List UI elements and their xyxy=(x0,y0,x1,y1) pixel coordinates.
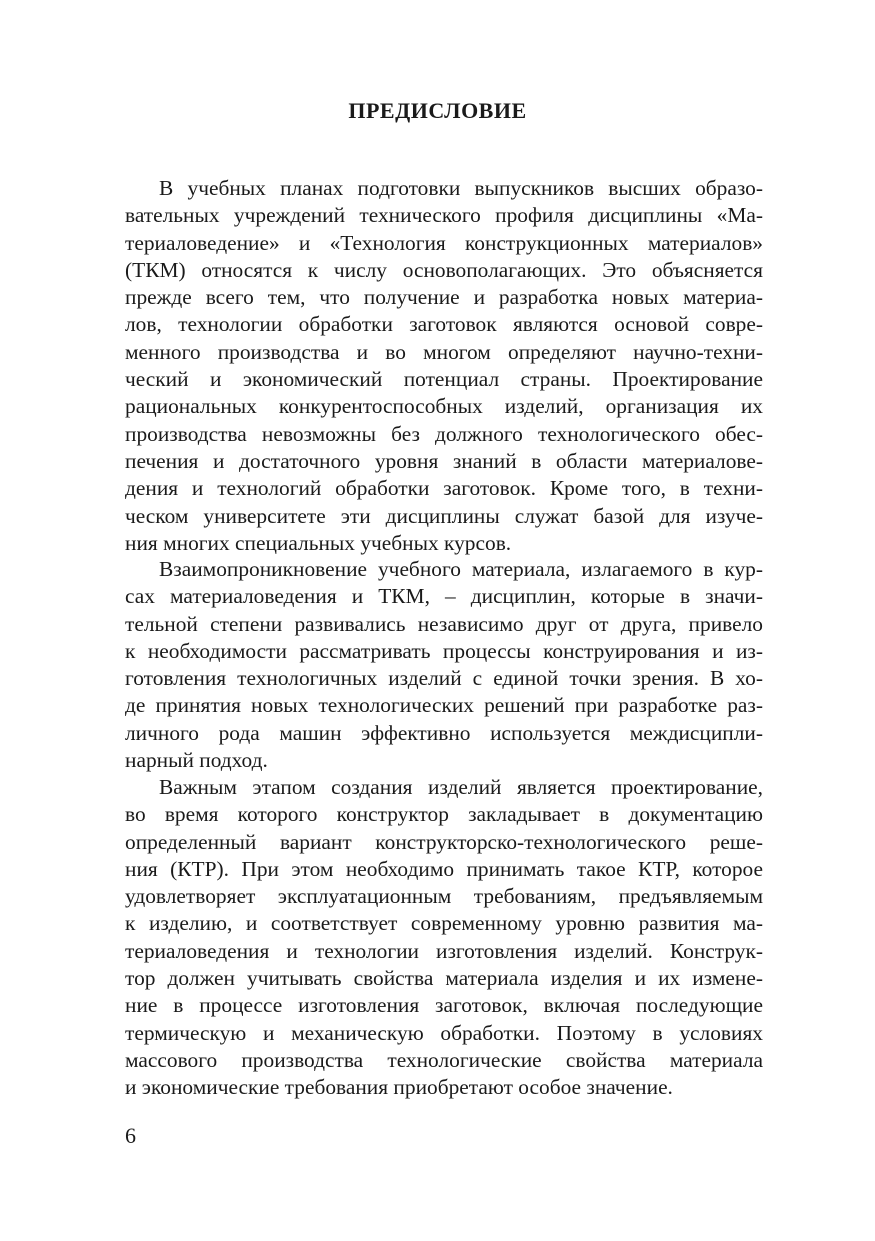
text-line: к необходимости рассматривать процессы конструирования и из- xyxy=(125,638,763,663)
text-line: менного производства и во многом определяют научно-техни- xyxy=(125,339,763,364)
page-title: ПРЕДИСЛОВИЕ xyxy=(348,98,527,123)
text-line: вательных учреждений технического профиля дисциплины «Ма- xyxy=(125,203,763,228)
text-line: (ТКМ) относятся к числу основополагающих. Это объясняется xyxy=(125,257,763,282)
text-line: и экономические требования приобретают особое значение. xyxy=(125,1075,673,1100)
paragraph-2 xyxy=(125,556,763,774)
text-line: сах материаловедения и ТКМ, – дисциплин, которые в значи- xyxy=(125,584,763,609)
text-line: Взаимопроникновение учебного материала, излагаемого в кур- xyxy=(159,557,763,581)
text-line: печения и достаточного уровня знаний в области материалове- xyxy=(125,448,763,473)
text-line: массового производства технологические свойства материала xyxy=(125,1047,763,1072)
text-line: ческом университете эти дисциплины служат базой для изуче- xyxy=(125,503,763,528)
text-line: лов, технологии обработки заготовок являются основой совре- xyxy=(125,312,763,337)
text-line: ния многих специальных учебных курсов. xyxy=(125,530,512,555)
text-line: во время которого конструктор закладывает в документацию xyxy=(125,802,763,827)
text-line: производства невозможны без должного технологического обес- xyxy=(125,421,763,446)
paragraph-3 xyxy=(125,774,763,1102)
text-line: к изделию, и соответствует современному уровню развития ма- xyxy=(125,911,763,936)
text-line: териаловедение» и «Технология конструкционных материалов» xyxy=(125,230,763,255)
text-line: де принятия новых технологических решений при разработке раз- xyxy=(125,693,763,718)
text-line: тор должен учитывать свойства материала изделия и их измене- xyxy=(125,966,763,991)
text-line: ческий и экономический потенциал страны. Проектирование xyxy=(125,367,763,392)
text-line: териаловедения и технологии изготовления изделий. Конструк- xyxy=(125,938,763,963)
page-number: 6 xyxy=(125,1123,136,1148)
text-line: дения и технологий обработки заготовок. Кроме того, в техни- xyxy=(125,476,763,501)
text-line: удовлетворяет эксплуатационным требованиям, предъявляемым xyxy=(125,884,763,909)
text-line: ние в процессе изготовления заготовок, включая последующие xyxy=(125,993,763,1018)
text-line: определенный вариант конструкторско-технологического реше- xyxy=(125,829,763,854)
text-line: В учебных планах подготовки выпускников высших образо- xyxy=(159,176,763,200)
text-line: готовления технологичных изделий с единой точки зрения. В хо- xyxy=(125,666,763,691)
text-line: прежде всего тем, что получение и разработка новых материа- xyxy=(125,285,763,310)
text-line: нарный подход. xyxy=(125,748,268,773)
text-line: ния (КТР). При этом необходимо принимать такое КТР, которое xyxy=(125,856,763,881)
text-line: личного рода машин эффективно используется междисципли- xyxy=(125,720,763,745)
text-line: тельной степени развивались независимо друг от друга, привело xyxy=(125,611,763,636)
paragraph-1 xyxy=(125,175,763,557)
text-line: рациональных конкурентоспособных изделий, организация их xyxy=(125,394,763,419)
text-line: термическую и механическую обработки. Поэтому в условиях xyxy=(125,1020,763,1045)
text-line: Важным этапом создания изделий является проектирование, xyxy=(159,775,763,799)
